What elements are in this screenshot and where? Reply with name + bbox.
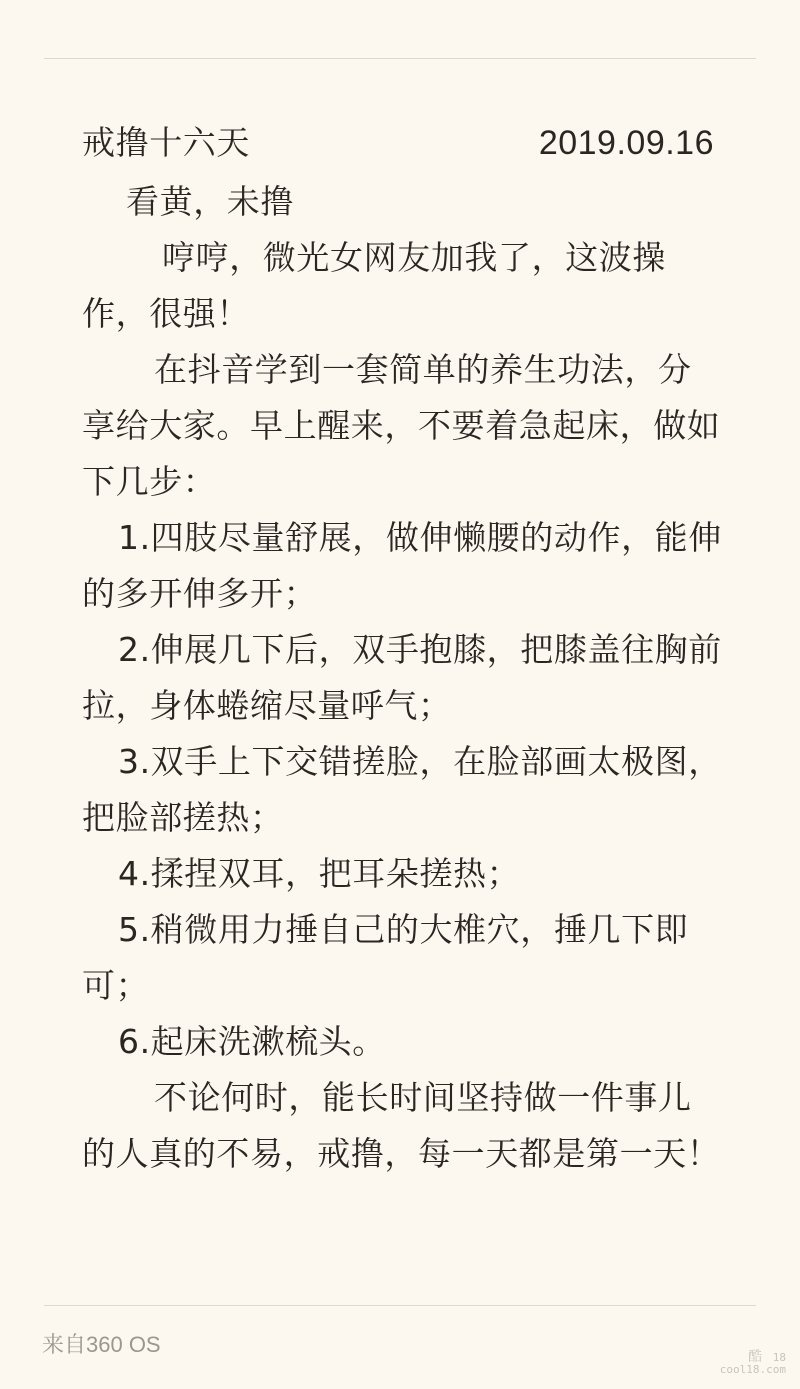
step-5: 5.稍微用力捶自己的大椎穴，捶几下即可； bbox=[82, 910, 689, 1005]
step-2: 2.伸展几下后，双手抱膝，把膝盖往胸前拉，身体蜷缩尽量呼气； bbox=[82, 630, 722, 725]
paragraph-1: 哼哼，微光女网友加我了，这波操作，很强！ bbox=[82, 238, 666, 333]
watermark-site: cool18.com bbox=[719, 1363, 786, 1376]
note-date: 2019.09.16 bbox=[538, 124, 714, 162]
step-1: 1.四肢尽量舒展，做伸懒腰的动作，能伸的多开伸多开； bbox=[82, 518, 722, 613]
note-subtitle: 看黄，未撸 bbox=[126, 182, 294, 221]
step-4: 4.揉捏双耳，把耳朵搓热； bbox=[118, 854, 521, 893]
note-header bbox=[82, 112, 722, 174]
paragraph-2: 在抖音学到一套简单的养生功法，分享给大家。早上醒来，不要着急起床，做如下几步： bbox=[82, 350, 721, 501]
closing-paragraph: 不论何时，能长时间坚持做一件事儿的人真的不易，戒撸，每一天都是第一天！ bbox=[82, 1078, 721, 1173]
step-6: 6.起床洗漱梳头。 bbox=[118, 1022, 386, 1061]
top-divider bbox=[44, 58, 756, 59]
site-watermark bbox=[710, 1351, 786, 1381]
watermark-number: 18 bbox=[772, 1351, 786, 1364]
source-label: 来自360 OS bbox=[42, 1332, 161, 1357]
step-3: 3.双手上下交错搓脸，在脸部画太极图，把脸部搓热； bbox=[82, 742, 722, 837]
bottom-divider bbox=[44, 1305, 756, 1306]
note-title: 戒撸十六天 bbox=[82, 123, 250, 162]
note-body bbox=[82, 112, 722, 1182]
watermark-logo-icon: 酷 bbox=[748, 1349, 763, 1365]
